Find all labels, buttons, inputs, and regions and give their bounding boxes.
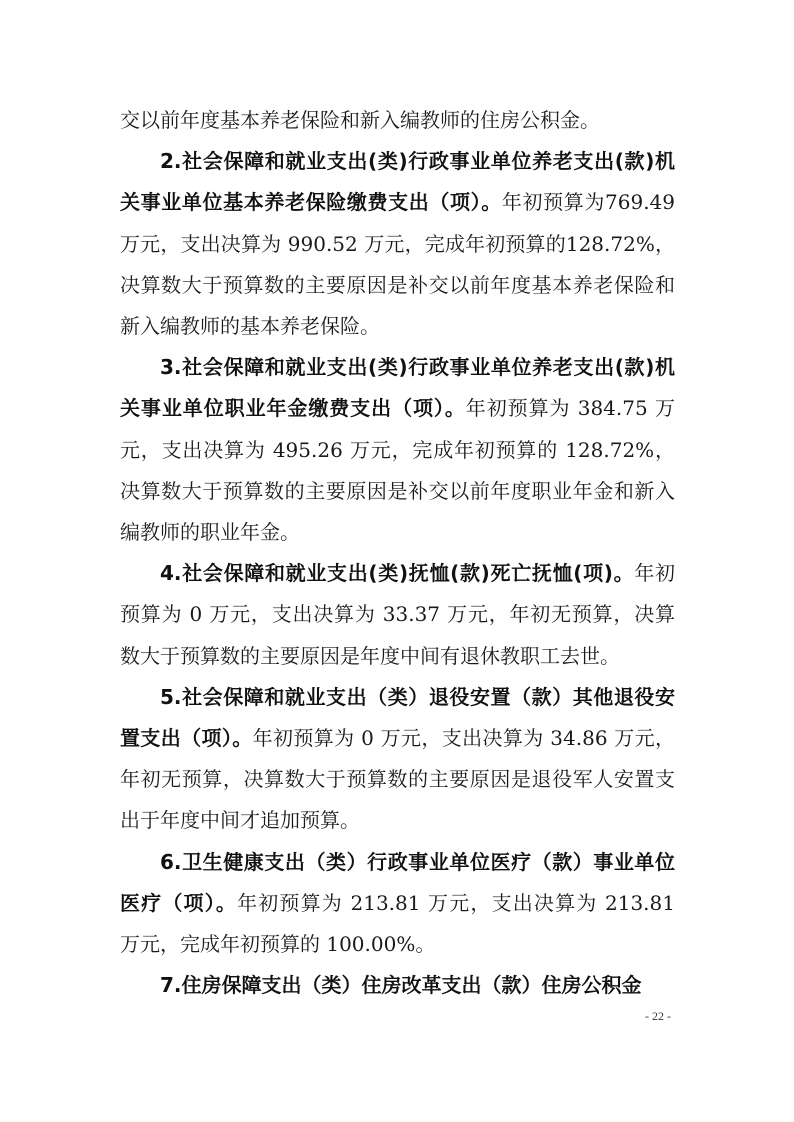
paragraph-continuation bbox=[120, 100, 675, 141]
paragraph-heading: 5.社会保障和就业支出（类）退役安置（款）其他退役安置支出（项）。 bbox=[120, 684, 675, 751]
paragraph-heading: 2.社会保障和就业支出(类)行政事业单位养老支出(款)机关事业单位基本养老保险缴费支出（项）。 bbox=[120, 149, 675, 215]
paragraph-item-5 bbox=[120, 677, 675, 842]
paragraph-heading: 6.卫生健康支出（类）行政事业单位医疗（款）事业单位医疗（项）。 bbox=[120, 849, 675, 915]
document-body bbox=[120, 100, 675, 1006]
paragraph-item-4 bbox=[120, 553, 675, 677]
paragraph-text: 交以前年度基本养老保险和新入编教师的住房公积金。 bbox=[120, 108, 600, 132]
paragraph-text: 年初预算为 213.81 万元，支出决算为 213.81 万元，完成年初预算的 100.00%。 bbox=[120, 890, 675, 957]
paragraph-heading: 7.住房保障支出（类）住房改革支出（款）住房公积金 bbox=[160, 973, 642, 998]
paragraph-heading: 4.社会保障和就业支出(类)抚恤(款)死亡抚恤(项)。 bbox=[160, 561, 635, 586]
paragraph-item-2 bbox=[120, 141, 675, 347]
paragraph-text: 年初预算为 0 万元，支出决算为 33.37 万元，年初无预算，决算数大于预算数的主要原因是年度中间有退休教职工去世。 bbox=[120, 561, 676, 668]
paragraph-text: 年初预算为 0 万元，支出决算为 34.86 万元，年初无预算，决算数大于预算数的主要原因是退役军人安置支出于年度中间才追加预算。 bbox=[120, 726, 676, 833]
paragraph-item-7 bbox=[120, 965, 675, 1006]
page-number: - 22 - bbox=[645, 1009, 671, 1023]
paragraph-text: 年初预算为769.49 万元，支出决算为 990.52 万元，完成年初预算的128.72%，决算数大于预算数的主要原因是补交以前年度基本养老保险和新入编教师的基本养老保险。 bbox=[120, 190, 675, 339]
paragraph-item-3 bbox=[120, 347, 675, 553]
paragraph-text: 年初预算为 384.75 万元，支出决算为 495.26 万元，完成年初预算的 128.72%，决算数大于预算数的主要原因是补交以前年度职业年金和新入编教师的职业年金。 bbox=[120, 396, 675, 545]
paragraph-item-6 bbox=[120, 842, 675, 966]
paragraph-heading: 3.社会保障和就业支出(类)行政事业单位养老支出(款)机关事业单位职业年金缴费支出（项）。 bbox=[120, 355, 675, 421]
